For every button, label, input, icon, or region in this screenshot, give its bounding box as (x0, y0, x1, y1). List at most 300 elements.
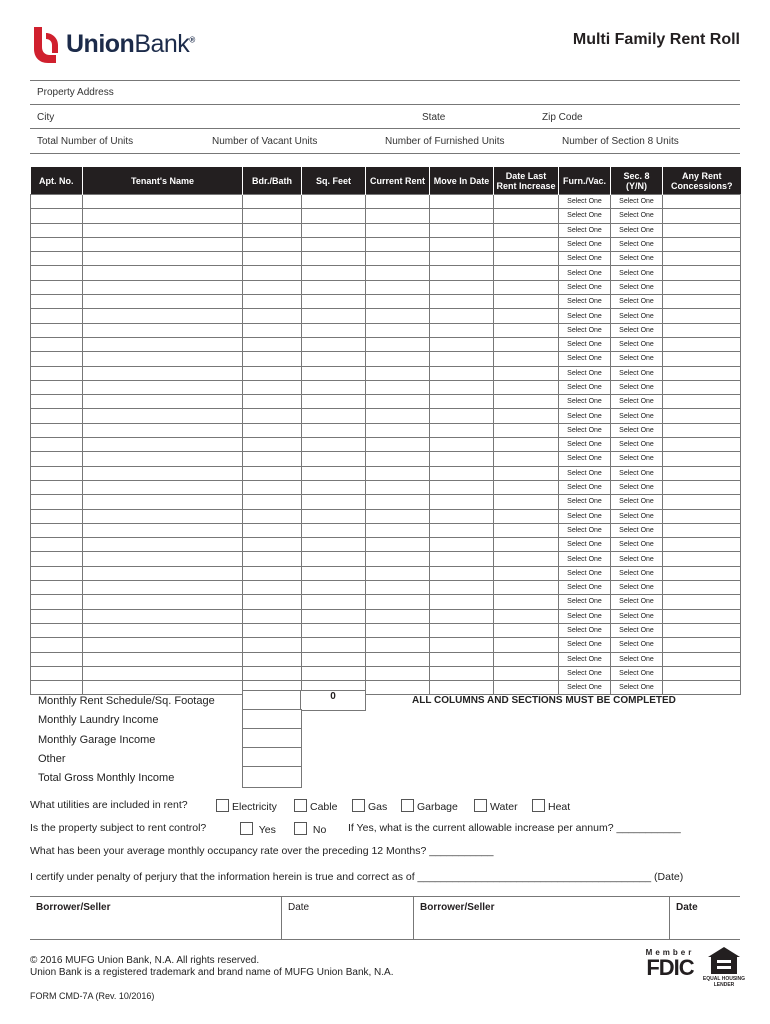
garage-income-field[interactable] (242, 728, 302, 749)
table-cell[interactable] (31, 337, 83, 351)
table-cell[interactable] (663, 266, 741, 280)
table-cell[interactable] (302, 352, 366, 366)
table-cell[interactable] (494, 666, 559, 680)
table-cell[interactable] (302, 609, 366, 623)
table-cell[interactable] (83, 480, 243, 494)
table-cell[interactable] (430, 452, 494, 466)
table-cell[interactable] (494, 266, 559, 280)
table-cell[interactable] (83, 366, 243, 380)
sec8-select[interactable]: Select One (611, 681, 663, 695)
table-cell[interactable] (83, 352, 243, 366)
table-cell[interactable] (430, 523, 494, 537)
table-cell[interactable] (83, 638, 243, 652)
table-cell[interactable] (494, 380, 559, 394)
checkbox[interactable] (216, 799, 229, 812)
table-cell[interactable] (366, 309, 430, 323)
table-cell[interactable] (663, 652, 741, 666)
table-cell[interactable] (663, 581, 741, 595)
table-cell[interactable] (366, 209, 430, 223)
table-cell[interactable] (243, 623, 302, 637)
table-cell[interactable] (494, 495, 559, 509)
table-cell[interactable] (83, 237, 243, 251)
table-cell[interactable] (302, 295, 366, 309)
table-cell[interactable] (302, 552, 366, 566)
table-cell[interactable] (31, 523, 83, 537)
utility-gas-option[interactable]: Gas (352, 799, 387, 813)
table-cell[interactable] (31, 681, 83, 695)
furn-vac-select[interactable]: Select One (559, 681, 611, 695)
sec8-select[interactable]: Select One (611, 395, 663, 409)
table-cell[interactable] (366, 323, 430, 337)
sec8-select[interactable]: Select One (611, 480, 663, 494)
table-cell[interactable] (243, 223, 302, 237)
gross-income-field[interactable] (242, 766, 302, 788)
table-cell[interactable] (663, 438, 741, 452)
sec8-select[interactable]: Select One (611, 280, 663, 294)
furn-vac-select[interactable]: Select One (559, 223, 611, 237)
sec8-select[interactable]: Select One (611, 466, 663, 480)
date-field-1[interactable]: Date (282, 897, 414, 939)
rent-control-yes-option[interactable]: Yes (240, 822, 276, 836)
table-cell[interactable] (663, 209, 741, 223)
furn-vac-select[interactable]: Select One (559, 309, 611, 323)
table-cell[interactable] (494, 638, 559, 652)
table-cell[interactable] (430, 581, 494, 595)
furn-vac-select[interactable]: Select One (559, 623, 611, 637)
table-cell[interactable] (243, 495, 302, 509)
table-cell[interactable] (243, 466, 302, 480)
table-cell[interactable] (243, 452, 302, 466)
furn-vac-select[interactable]: Select One (559, 666, 611, 680)
table-cell[interactable] (243, 609, 302, 623)
table-cell[interactable] (243, 566, 302, 580)
table-cell[interactable] (243, 523, 302, 537)
table-cell[interactable] (430, 309, 494, 323)
table-cell[interactable] (243, 309, 302, 323)
table-cell[interactable] (243, 438, 302, 452)
table-cell[interactable] (663, 681, 741, 695)
table-cell[interactable] (243, 581, 302, 595)
table-cell[interactable] (243, 638, 302, 652)
table-cell[interactable] (31, 480, 83, 494)
table-cell[interactable] (494, 223, 559, 237)
sec8-select[interactable]: Select One (611, 252, 663, 266)
table-cell[interactable] (302, 337, 366, 351)
table-cell[interactable] (31, 452, 83, 466)
table-cell[interactable] (430, 566, 494, 580)
table-cell[interactable] (366, 295, 430, 309)
table-cell[interactable] (663, 495, 741, 509)
furn-vac-select[interactable]: Select One (559, 495, 611, 509)
sec8-select[interactable]: Select One (611, 323, 663, 337)
table-cell[interactable] (83, 209, 243, 223)
furn-vac-select[interactable]: Select One (559, 237, 611, 251)
furn-vac-select[interactable]: Select One (559, 552, 611, 566)
table-cell[interactable] (83, 581, 243, 595)
table-cell[interactable] (31, 323, 83, 337)
table-cell[interactable] (243, 323, 302, 337)
table-cell[interactable] (243, 409, 302, 423)
sec8-select[interactable]: Select One (611, 638, 663, 652)
table-cell[interactable] (494, 252, 559, 266)
sec8-select[interactable]: Select One (611, 666, 663, 680)
table-cell[interactable] (430, 552, 494, 566)
table-cell[interactable] (663, 309, 741, 323)
table-cell[interactable] (83, 295, 243, 309)
table-cell[interactable] (430, 495, 494, 509)
furn-vac-select[interactable]: Select One (559, 266, 611, 280)
table-cell[interactable] (302, 523, 366, 537)
table-cell[interactable] (31, 223, 83, 237)
table-cell[interactable] (494, 337, 559, 351)
furn-vac-select[interactable]: Select One (559, 538, 611, 552)
table-cell[interactable] (243, 380, 302, 394)
table-cell[interactable] (31, 280, 83, 294)
furn-vac-select[interactable]: Select One (559, 595, 611, 609)
table-cell[interactable] (243, 295, 302, 309)
table-cell[interactable] (494, 195, 559, 209)
table-cell[interactable] (366, 638, 430, 652)
table-cell[interactable] (366, 252, 430, 266)
table-cell[interactable] (302, 581, 366, 595)
table-cell[interactable] (243, 266, 302, 280)
table-cell[interactable] (430, 252, 494, 266)
table-cell[interactable] (83, 266, 243, 280)
table-cell[interactable] (83, 380, 243, 394)
furn-vac-select[interactable]: Select One (559, 252, 611, 266)
table-cell[interactable] (243, 209, 302, 223)
sec8-select[interactable]: Select One (611, 195, 663, 209)
table-cell[interactable] (366, 623, 430, 637)
table-cell[interactable] (243, 652, 302, 666)
table-cell[interactable] (243, 595, 302, 609)
table-cell[interactable] (302, 652, 366, 666)
sec8-select[interactable]: Select One (611, 652, 663, 666)
table-cell[interactable] (302, 237, 366, 251)
laundry-income-field[interactable] (242, 709, 302, 730)
sec8-select[interactable]: Select One (611, 266, 663, 280)
table-cell[interactable] (430, 480, 494, 494)
sec8-select[interactable]: Select One (611, 380, 663, 394)
table-cell[interactable] (31, 266, 83, 280)
table-cell[interactable] (494, 652, 559, 666)
table-cell[interactable] (494, 609, 559, 623)
table-cell[interactable] (302, 252, 366, 266)
table-cell[interactable] (31, 352, 83, 366)
table-cell[interactable] (494, 480, 559, 494)
sec8-select[interactable]: Select One (611, 595, 663, 609)
table-cell[interactable] (302, 638, 366, 652)
table-cell[interactable] (83, 423, 243, 437)
date-field-2[interactable]: Date (676, 902, 698, 913)
sec8-select[interactable]: Select One (611, 337, 663, 351)
table-cell[interactable] (494, 366, 559, 380)
other-income-field[interactable] (242, 747, 302, 768)
table-cell[interactable] (83, 595, 243, 609)
table-cell[interactable] (83, 323, 243, 337)
table-cell[interactable] (31, 538, 83, 552)
table-cell[interactable] (302, 509, 366, 523)
table-cell[interactable] (31, 495, 83, 509)
sec8-select[interactable]: Select One (611, 609, 663, 623)
table-cell[interactable] (366, 666, 430, 680)
table-cell[interactable] (31, 595, 83, 609)
table-cell[interactable] (243, 352, 302, 366)
table-cell[interactable] (366, 523, 430, 537)
furn-vac-select[interactable]: Select One (559, 337, 611, 351)
table-cell[interactable] (430, 195, 494, 209)
table-cell[interactable] (31, 609, 83, 623)
table-cell[interactable] (31, 566, 83, 580)
table-cell[interactable] (430, 423, 494, 437)
sec8-select[interactable]: Select One (611, 438, 663, 452)
table-cell[interactable] (494, 538, 559, 552)
table-cell[interactable] (302, 280, 366, 294)
table-cell[interactable] (494, 623, 559, 637)
checkbox[interactable] (294, 822, 307, 835)
table-cell[interactable] (494, 523, 559, 537)
table-cell[interactable] (663, 423, 741, 437)
table-cell[interactable] (430, 609, 494, 623)
table-cell[interactable] (83, 280, 243, 294)
furn-vac-select[interactable]: Select One (559, 280, 611, 294)
table-cell[interactable] (663, 237, 741, 251)
furn-vac-select[interactable]: Select One (559, 295, 611, 309)
table-cell[interactable] (243, 337, 302, 351)
table-cell[interactable] (31, 252, 83, 266)
table-cell[interactable] (663, 666, 741, 680)
furn-vac-select[interactable]: Select One (559, 480, 611, 494)
table-cell[interactable] (430, 337, 494, 351)
table-cell[interactable] (366, 552, 430, 566)
sec8-select[interactable]: Select One (611, 452, 663, 466)
sec8-select[interactable]: Select One (611, 366, 663, 380)
table-cell[interactable] (430, 623, 494, 637)
table-cell[interactable] (31, 295, 83, 309)
table-cell[interactable] (366, 337, 430, 351)
table-cell[interactable] (302, 623, 366, 637)
table-cell[interactable] (494, 280, 559, 294)
utility-heat-option[interactable]: Heat (532, 799, 570, 813)
furn-vac-select[interactable]: Select One (559, 395, 611, 409)
furn-vac-select[interactable]: Select One (559, 638, 611, 652)
table-cell[interactable] (83, 666, 243, 680)
table-cell[interactable] (83, 566, 243, 580)
table-cell[interactable] (83, 252, 243, 266)
table-cell[interactable] (31, 237, 83, 251)
furn-vac-select[interactable]: Select One (559, 423, 611, 437)
furn-vac-select[interactable]: Select One (559, 352, 611, 366)
table-cell[interactable] (663, 252, 741, 266)
table-cell[interactable] (663, 523, 741, 537)
furn-vac-select[interactable]: Select One (559, 652, 611, 666)
table-cell[interactable] (366, 480, 430, 494)
table-cell[interactable] (430, 280, 494, 294)
table-cell[interactable] (663, 609, 741, 623)
table-cell[interactable] (83, 523, 243, 537)
table-cell[interactable] (243, 366, 302, 380)
table-cell[interactable] (31, 438, 83, 452)
checkbox[interactable] (401, 799, 414, 812)
table-cell[interactable] (366, 423, 430, 437)
table-cell[interactable] (83, 681, 243, 695)
table-cell[interactable] (243, 538, 302, 552)
table-cell[interactable] (430, 295, 494, 309)
furn-vac-select[interactable]: Select One (559, 195, 611, 209)
utility-cable-option[interactable]: Cable (294, 799, 337, 813)
table-cell[interactable] (663, 638, 741, 652)
table-cell[interactable] (243, 195, 302, 209)
table-cell[interactable] (31, 380, 83, 394)
furn-vac-select[interactable]: Select One (559, 209, 611, 223)
table-cell[interactable] (663, 280, 741, 294)
table-cell[interactable] (83, 395, 243, 409)
table-cell[interactable] (494, 438, 559, 452)
table-cell[interactable] (83, 337, 243, 351)
table-cell[interactable] (663, 623, 741, 637)
table-cell[interactable] (83, 309, 243, 323)
sec8-select[interactable]: Select One (611, 352, 663, 366)
table-cell[interactable] (494, 552, 559, 566)
table-cell[interactable] (663, 552, 741, 566)
table-cell[interactable] (494, 409, 559, 423)
table-cell[interactable] (31, 466, 83, 480)
sec8-select[interactable]: Select One (611, 581, 663, 595)
table-cell[interactable] (31, 409, 83, 423)
table-cell[interactable] (663, 595, 741, 609)
table-cell[interactable] (243, 509, 302, 523)
table-cell[interactable] (366, 609, 430, 623)
sec8-select[interactable]: Select One (611, 409, 663, 423)
table-cell[interactable] (494, 295, 559, 309)
table-cell[interactable] (302, 538, 366, 552)
table-cell[interactable] (494, 595, 559, 609)
table-cell[interactable] (430, 323, 494, 337)
utility-garbage-option[interactable]: Garbage (401, 799, 458, 813)
table-cell[interactable] (494, 681, 559, 695)
table-cell[interactable] (83, 438, 243, 452)
table-cell[interactable] (430, 352, 494, 366)
table-cell[interactable] (430, 209, 494, 223)
table-cell[interactable] (243, 280, 302, 294)
table-cell[interactable] (366, 409, 430, 423)
rent-schedule-box[interactable] (242, 690, 302, 711)
table-cell[interactable] (83, 495, 243, 509)
table-cell[interactable] (494, 466, 559, 480)
table-cell[interactable] (31, 423, 83, 437)
sec8-select[interactable]: Select One (611, 309, 663, 323)
furn-vac-select[interactable]: Select One (559, 466, 611, 480)
table-cell[interactable] (31, 666, 83, 680)
table-cell[interactable] (430, 666, 494, 680)
table-cell[interactable] (302, 209, 366, 223)
furn-vac-select[interactable]: Select One (559, 366, 611, 380)
table-cell[interactable] (83, 652, 243, 666)
sec8-select[interactable]: Select One (611, 423, 663, 437)
checkbox[interactable] (294, 799, 307, 812)
table-cell[interactable] (302, 309, 366, 323)
table-cell[interactable] (430, 509, 494, 523)
table-cell[interactable] (366, 595, 430, 609)
table-cell[interactable] (31, 552, 83, 566)
furn-vac-select[interactable]: Select One (559, 509, 611, 523)
table-cell[interactable] (366, 438, 430, 452)
table-cell[interactable] (663, 337, 741, 351)
table-cell[interactable] (430, 538, 494, 552)
table-cell[interactable] (663, 409, 741, 423)
table-cell[interactable] (31, 366, 83, 380)
table-cell[interactable] (83, 195, 243, 209)
table-cell[interactable] (243, 480, 302, 494)
table-cell[interactable] (494, 423, 559, 437)
table-cell[interactable] (366, 652, 430, 666)
sec8-select[interactable]: Select One (611, 295, 663, 309)
table-cell[interactable] (494, 309, 559, 323)
table-cell[interactable] (31, 309, 83, 323)
table-cell[interactable] (302, 323, 366, 337)
table-cell[interactable] (31, 638, 83, 652)
table-cell[interactable] (366, 380, 430, 394)
table-cell[interactable] (430, 237, 494, 251)
table-cell[interactable] (663, 295, 741, 309)
table-cell[interactable] (302, 395, 366, 409)
table-cell[interactable] (31, 509, 83, 523)
table-cell[interactable] (494, 566, 559, 580)
table-cell[interactable] (663, 566, 741, 580)
table-cell[interactable] (494, 352, 559, 366)
table-cell[interactable] (243, 252, 302, 266)
table-cell[interactable] (83, 552, 243, 566)
table-cell[interactable] (243, 395, 302, 409)
table-cell[interactable] (494, 452, 559, 466)
table-cell[interactable] (366, 237, 430, 251)
sec8-select[interactable]: Select One (611, 552, 663, 566)
table-cell[interactable] (83, 609, 243, 623)
table-cell[interactable] (302, 366, 366, 380)
table-cell[interactable] (663, 352, 741, 366)
table-cell[interactable] (494, 237, 559, 251)
table-cell[interactable] (494, 395, 559, 409)
sec8-select[interactable]: Select One (611, 209, 663, 223)
table-cell[interactable] (366, 681, 430, 695)
furn-vac-select[interactable]: Select One (559, 523, 611, 537)
table-cell[interactable] (663, 509, 741, 523)
checkbox[interactable] (474, 799, 487, 812)
table-cell[interactable] (243, 552, 302, 566)
table-cell[interactable] (366, 223, 430, 237)
table-cell[interactable] (663, 223, 741, 237)
table-cell[interactable] (494, 581, 559, 595)
table-cell[interactable] (663, 538, 741, 552)
table-cell[interactable] (31, 623, 83, 637)
borrower-signature-2[interactable]: Borrower/Seller (414, 897, 670, 939)
table-cell[interactable] (366, 395, 430, 409)
table-cell[interactable] (663, 452, 741, 466)
table-cell[interactable] (430, 438, 494, 452)
table-cell[interactable] (31, 395, 83, 409)
table-cell[interactable] (243, 666, 302, 680)
table-cell[interactable] (430, 652, 494, 666)
table-cell[interactable] (366, 509, 430, 523)
sec8-select[interactable]: Select One (611, 566, 663, 580)
furn-vac-select[interactable]: Select One (559, 581, 611, 595)
table-cell[interactable] (243, 423, 302, 437)
table-cell[interactable] (366, 366, 430, 380)
checkbox[interactable] (240, 822, 253, 835)
sec8-select[interactable]: Select One (611, 538, 663, 552)
table-cell[interactable] (243, 237, 302, 251)
table-cell[interactable] (83, 538, 243, 552)
